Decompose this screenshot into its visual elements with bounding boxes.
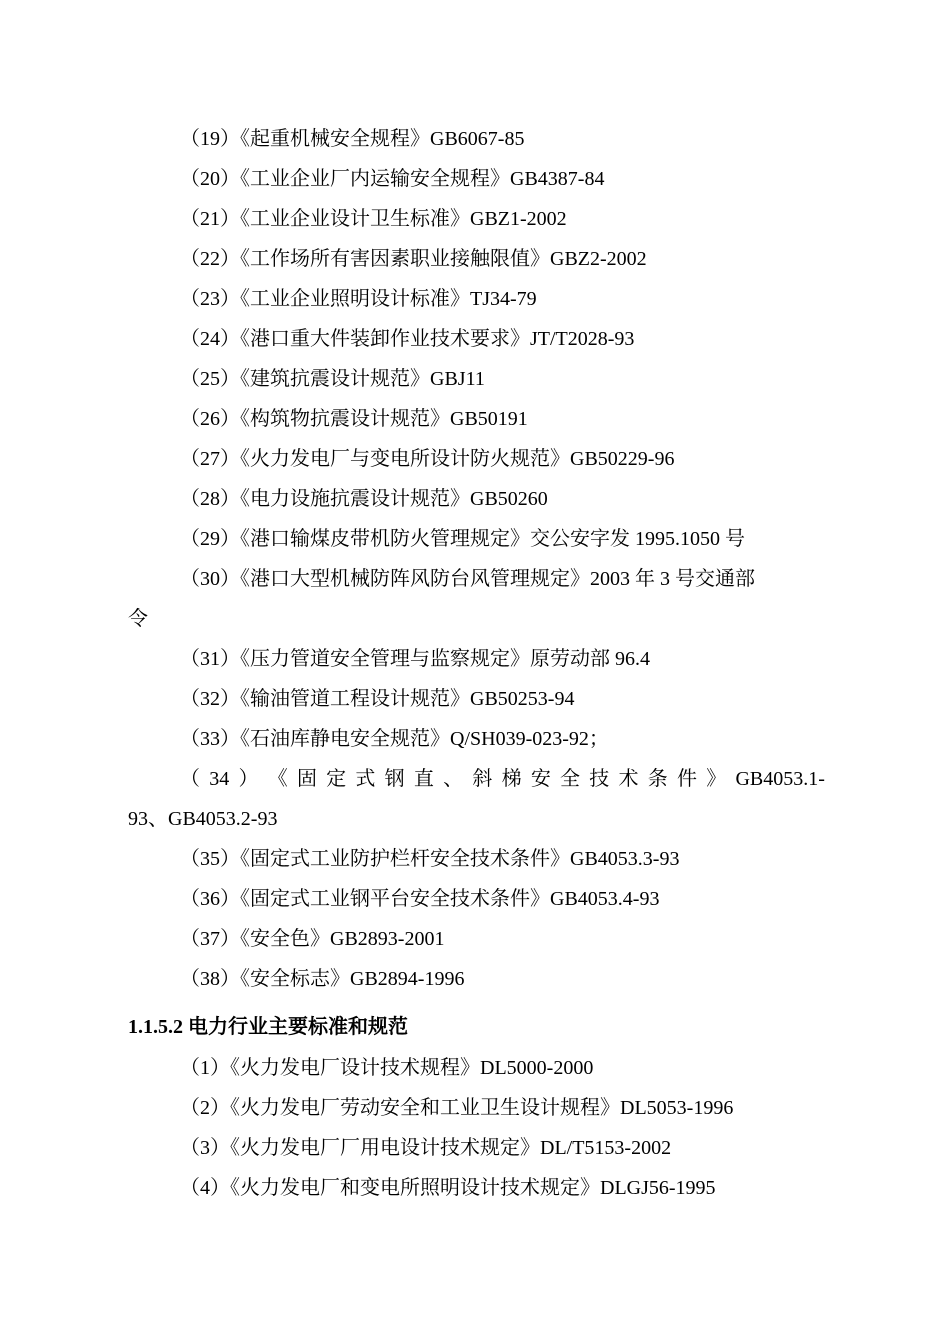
text-fragment: 定 (326, 768, 347, 790)
list-item: （27）《火力发电厂与变电所设计防火规范》GB50229-96 (180, 448, 675, 470)
text-fragment: 式 (355, 768, 376, 790)
list-item: （35）《固定式工业防护栏杆安全技术条件》GB4053.3-93 (180, 848, 680, 870)
text-fragment: 件 (676, 768, 697, 790)
list-item-continuation: 93、GB4053.2-93 (128, 808, 278, 830)
list-item: （2）《火力发电厂劳动安全和工业卫生设计规程》DL5053-1996 (180, 1097, 734, 1119)
text-fragment: 、 (443, 768, 464, 790)
text-fragment: 钢 (384, 768, 405, 790)
list-item: （23）《工业企业照明设计标准》TJ34-79 (180, 288, 537, 310)
text-fragment: ） (238, 768, 259, 790)
list-item: （33）《石油库静电安全规范》Q/SH039-023-92； (180, 728, 609, 750)
list-item: （4）《火力发电厂和变电所照明设计技术规定》DLGJ56-1995 (180, 1177, 716, 1199)
list-item: （38）《安全标志》GB2894-1996 (180, 968, 465, 990)
list-item: （36）《固定式工业钢平台安全技术条件》GB4053.4-93 (180, 888, 660, 910)
list-item: （25）《建筑抗震设计规范》GBJ11 (180, 368, 485, 390)
text-fragment: 梯 (501, 768, 522, 790)
list-item: （19）《起重机械安全规程》GB6067-85 (180, 128, 525, 150)
list-item: （37）《安全色》GB2893-2001 (180, 928, 445, 950)
text-fragment: 条 (647, 768, 668, 790)
list-item: （32）《输油管道工程设计规范》GB50253-94 (180, 688, 575, 710)
list-item: （26）《构筑物抗震设计规范》GB50191 (180, 408, 528, 430)
section-heading: 1.1.5.2 电力行业主要标准和规范 (128, 1016, 408, 1038)
text-fragment: 术 (618, 768, 639, 790)
list-item: （24）《港口重大件装卸作业技术要求》JT/T2028-93 (180, 328, 635, 350)
text-fragment: 》 (706, 768, 727, 790)
list-item: （22）《工作场所有害因素职业接触限值》GBZ2-2002 (180, 248, 647, 270)
list-item: （1）《火力发电厂设计技术规程》DL5000-2000 (180, 1057, 594, 1079)
text-fragment: 固 (296, 768, 317, 790)
list-item: （29）《港口输煤皮带机防火管理规定》交公安字发 1995.1050 号 (180, 528, 745, 550)
list-item: （30）《港口大型机械防阵风防台风管理规定》2003 年 3 号交通部 (180, 568, 755, 590)
text-fragment: 斜 (472, 768, 493, 790)
text-fragment: GB4053.1- (735, 768, 825, 790)
list-item: （3）《火力发电厂厂用电设计技术规定》DL/T5153-2002 (180, 1137, 672, 1159)
text-fragment: 安 (530, 768, 551, 790)
text-fragment: 全 (560, 768, 581, 790)
text-fragment: 技 (589, 768, 610, 790)
list-item: （28）《电力设施抗震设计规范》GB50260 (180, 488, 548, 510)
list-item: （20）《工业企业厂内运输安全规程》GB4387-84 (180, 168, 605, 190)
text-fragment: 直 (413, 768, 434, 790)
list-item: （31）《压力管道安全管理与监察规定》原劳动部 96.4 (180, 648, 650, 670)
list-item-justified (180, 767, 825, 791)
text-fragment: 34 (209, 768, 230, 790)
list-item: （21）《工业企业设计卫生标准》GBZ1-2002 (180, 208, 567, 230)
text-fragment: （ (180, 768, 200, 790)
text-fragment: 《 (267, 768, 288, 790)
list-item-continuation: 令 (128, 608, 148, 630)
